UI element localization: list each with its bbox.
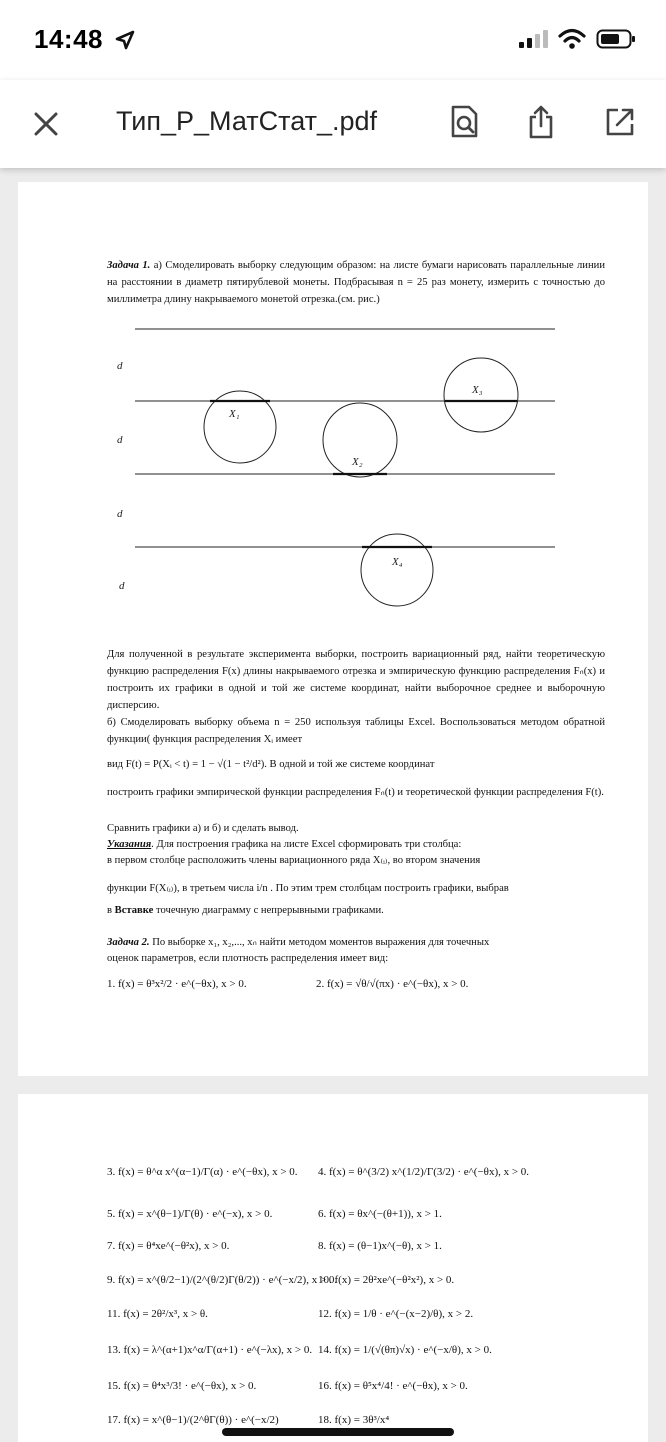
formula-17: 17. f(x) = x^(θ−1)/(2^θΓ(θ)) · e^(−x/2) [107, 1414, 279, 1426]
paragraph-graphs: построить графики эмпирической функции распределения Fₙ(t) и теоретической функции распределения F(t). [107, 787, 604, 798]
status-icons [518, 28, 636, 50]
figure-label-d1: d [117, 360, 123, 372]
share-button[interactable] [521, 102, 561, 142]
figure-label-x4: X₄ [392, 556, 403, 568]
paragraph-experiment: Для полученной в результате эксперимента выборки, построить вариационный ряд, найти теоретическую функцию распределения F(x) длины накрываемого отрезка и эмпирическую функцию распределения Fₙ(x) и построить их графики в одной и той же системе координат, найти выборочное среднее и выборочную дисперсию. [107, 649, 605, 711]
figure-label-d3: d [117, 508, 123, 520]
search-document-icon [449, 105, 479, 139]
formula-4: 4. f(x) = θ^(3/2) x^(1/2)/Γ(3/2) · e^(−θx), x > 0. [318, 1166, 530, 1178]
figure-label-d2: d [117, 434, 123, 446]
paragraph-compare: Сравнить графики а) и б) и сделать вывод. [107, 823, 299, 834]
pdf-toolbar [0, 80, 666, 168]
open-external-icon [604, 106, 636, 138]
figure-label-x1: X₁ [229, 408, 240, 420]
formula-11: 11. f(x) = 2θ²/x³, x > θ. [107, 1308, 208, 1320]
close-icon [33, 111, 59, 137]
pdf-page-2 [18, 1094, 648, 1442]
share-icon [526, 104, 556, 140]
formula-10: 10. f(x) = 2θ²xe^(−θ²x²), x > 0. [318, 1274, 455, 1286]
distribution-formula: вид F(t) = P(Xᵢ < t) = 1 − √(1 − t²/d²). В одной и той же системе координат [107, 759, 435, 770]
formula-6: 6. f(x) = θx^(−(θ+1)), x > 1. [318, 1208, 442, 1220]
formula-18: 18. f(x) = 3θ³/x⁴ [318, 1414, 390, 1426]
hint-line: Указания. Для построения графика на листе Excel сформировать три столбца: [107, 839, 462, 850]
status-time: 14:48 [34, 24, 135, 55]
formula-12: 12. f(x) = 1/θ · e^(−(x−2)/θ), x > 2. [318, 1308, 474, 1320]
formula-9: 9. f(x) = x^(θ/2−1)/(2^(θ/2)Γ(θ/2)) · e^(−x/2), x > 0. [107, 1274, 338, 1286]
document-title: Тип_Р_МатСтат_.pdf [116, 106, 378, 136]
hint-function-line: функции F(X₍ᵢ₎), в третьем числа i/n . По этим трем столбцам построить графики, выбрав [107, 883, 509, 894]
battery-icon [596, 28, 636, 50]
figure-label-d4: d [119, 580, 125, 592]
pdf-page-1 [18, 182, 648, 1076]
figure-label-x2: X₂ [352, 456, 363, 468]
formula-2: 2. f(x) = √θ/√(πx) · e^(−θx), x > 0. [316, 978, 469, 990]
wifi-icon [558, 28, 586, 50]
figure-label-x3: X₃ [472, 384, 483, 396]
formula-16: 16. f(x) = θ⁵x⁴/4! · e^(−θx), x > 0. [318, 1380, 468, 1392]
search-document-button[interactable] [444, 102, 484, 142]
task2-line-2: оценок параметров, если плотность распределения имеет вид: [107, 953, 389, 964]
formula-7: 7. f(x) = θ⁴xe^(−θ²x), x > 0. [107, 1240, 230, 1252]
formula-14: 14. f(x) = 1/(√(θπ)√x) · e^(−x/θ), x > 0. [318, 1344, 492, 1356]
formula-13: 13. f(x) = λ^(α+1)x^α/Γ(α+1) · e^(−λx), x > 0. [107, 1344, 313, 1356]
hint-insert-line: в Вставке точечную диаграмму с непрерывными графиками. [107, 905, 384, 916]
location-arrow-icon [115, 30, 135, 50]
task2-line: Задача 2. По выборке x₁, x₂,..., xₙ найти методом моментов выражения для точечных [107, 937, 490, 948]
close-button[interactable] [28, 106, 64, 142]
task1-paragraph: Задача 1. а) Смоделировать выборку следующим образом: на листе бумаги нарисовать параллельные линии на расстоянии в диаметр пятирублевой монеты. Подбрасывая n = 25 раз монету, измерить с точностью до миллиметра длину накрываемого монетой отрезка.(см. рис.) [107, 260, 605, 305]
formula-15: 15. f(x) = θ⁴x³/3! · e^(−θx), x > 0. [107, 1380, 257, 1392]
formula-5: 5. f(x) = x^(θ−1)/Γ(θ) · e^(−x), x > 0. [107, 1208, 273, 1220]
hint-columns-line: в первом столбце расположить члены вариационного ряда X₍ᵢ₎, во втором значения [107, 855, 481, 866]
cellular-signal-icon [518, 29, 548, 49]
formula-8: 8. f(x) = (θ−1)x^(−θ), x > 1. [318, 1240, 442, 1252]
formula-1: 1. f(x) = θ³x²/2 · e^(−θx), x > 0. [107, 978, 247, 990]
formula-3: 3. f(x) = θ^α x^(α−1)/Γ(α) · e^(−θx), x > 0. [107, 1166, 298, 1178]
paragraph-part-b: б) Смоделировать выборку объема n = 250 используя таблицы Excel. Воспользоваться методом обратной функции( функция распределения Xᵢ имеет [107, 717, 605, 745]
status-bar [0, 0, 666, 80]
open-external-button[interactable] [600, 102, 640, 142]
home-indicator[interactable] [222, 1428, 454, 1436]
coin-lines-figure [107, 327, 567, 617]
